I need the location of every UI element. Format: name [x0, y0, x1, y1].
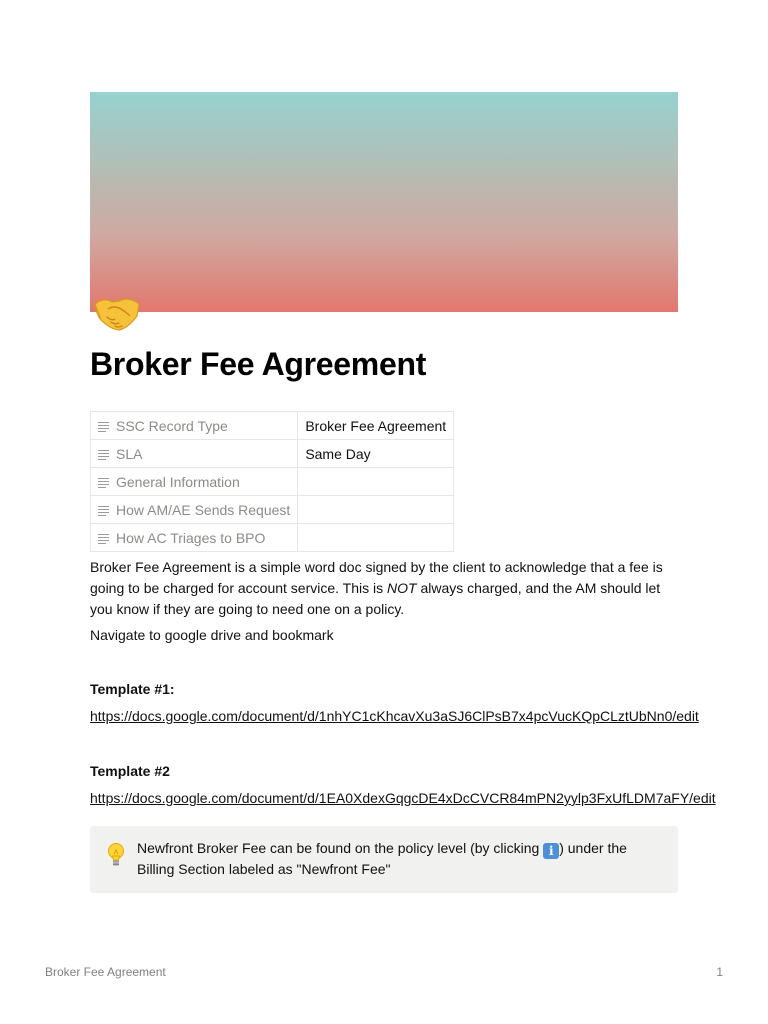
property-name-cell [91, 440, 298, 468]
property-name: SSC Record Type [116, 417, 228, 434]
property-name: How AC Triages to BPO [116, 529, 266, 546]
property-name: SLA [116, 445, 143, 462]
property-name-cell [91, 524, 298, 552]
property-row[interactable] [91, 524, 454, 552]
template-1-heading: Template #1: [90, 681, 175, 697]
intro-paragraph [90, 557, 680, 620]
template-2-heading: Template #2 [90, 763, 170, 779]
callout-text-before: Newfront Broker Fee can be found on the policy level (by clicking [137, 840, 544, 856]
cover-image [90, 92, 678, 312]
property-row[interactable] [91, 468, 454, 496]
property-row[interactable] [91, 496, 454, 524]
navigate-paragraph: Navigate to google drive and bookmark [90, 627, 334, 643]
intro-text-continued: always charged, and the AM should let you know if they are going to need one on a policy. [90, 580, 661, 617]
property-value[interactable]: Broker Fee Agreement [298, 412, 454, 440]
callout-text [137, 838, 657, 880]
properties-table [90, 411, 454, 552]
footer-page-number: 1 [716, 965, 723, 979]
text-property-icon [98, 421, 110, 431]
property-name-cell [91, 468, 298, 496]
callout-text-after: ) under the Billing Section labeled as "Newfront Fee" [137, 840, 627, 877]
property-value[interactable] [298, 524, 454, 552]
property-value[interactable] [298, 468, 454, 496]
info-icon: i [543, 843, 559, 859]
property-value[interactable]: Same Day [298, 440, 454, 468]
lightbulb-icon [106, 842, 126, 868]
template-2-link[interactable]: https://docs.google.com/document/d/1EA0XdexGqgcDE4xDcCVCR84mPN2yylp3FxUfLDM7aFY/edit [90, 790, 716, 806]
callout-box [90, 826, 678, 893]
property-name: How AM/AE Sends Request [116, 501, 291, 518]
text-property-icon [98, 505, 110, 515]
property-name-cell [91, 496, 298, 524]
property-name-cell [91, 412, 298, 440]
text-property-icon [98, 533, 110, 543]
footer-document-title: Broker Fee Agreement [45, 965, 166, 979]
intro-emphasis: NOT [387, 580, 417, 596]
property-row[interactable] [91, 412, 454, 440]
page-title: Broker Fee Agreement [90, 346, 427, 382]
text-property-icon [98, 449, 110, 459]
text-property-icon [98, 477, 110, 487]
handshake-icon [92, 292, 142, 334]
property-row[interactable] [91, 440, 454, 468]
intro-text: Broker Fee Agreement is a simple word doc signed by the client to acknowledge that a fee is going to be charged for account service. This is [90, 559, 663, 596]
property-name: General Information [116, 473, 240, 490]
property-value[interactable] [298, 496, 454, 524]
template-1-link[interactable]: https://docs.google.com/document/d/1nhYC1cKhcavXu3aSJ6ClPsB7x4pcVucKQpCLztUbNn0/edit [90, 708, 699, 724]
